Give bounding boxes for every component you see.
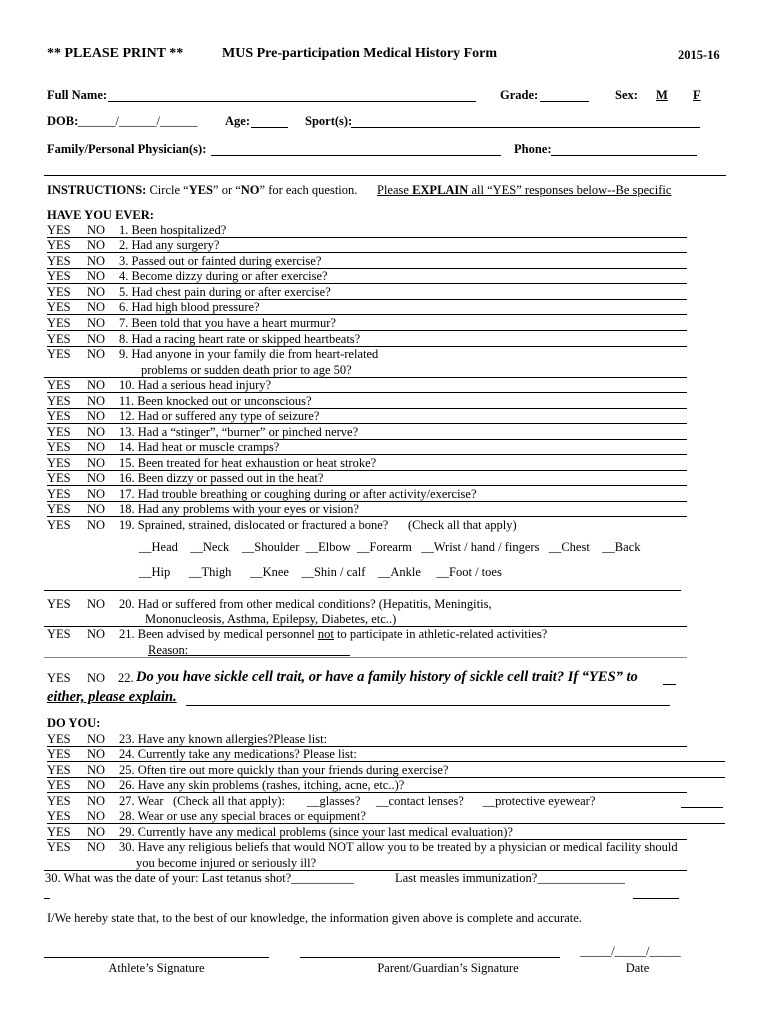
no-option[interactable]: NO [87, 487, 106, 501]
sport-label: Sport(s): [305, 114, 353, 128]
yes-option[interactable]: YES [47, 732, 71, 746]
no-option[interactable]: NO [87, 671, 106, 685]
certification-statement: I/We hereby state that, to the best of our knowledge, the information given above is complete and accurate. [47, 911, 582, 925]
physician-label: Family/Personal Physician(s): [47, 142, 207, 156]
question-text: 29. Currently have any medical problems (since your last medical evaluation)? [119, 825, 513, 839]
yes-option[interactable]: YES [47, 778, 71, 792]
grade-label: Grade: [500, 88, 539, 102]
question-text: you become injured or seriously ill? [136, 856, 317, 870]
no-option[interactable]: NO [87, 285, 106, 299]
question-text: 11. Been knocked out or unconscious? [119, 394, 312, 408]
question-row [47, 627, 687, 642]
answer-line[interactable] [47, 423, 687, 424]
question-text: 4. Become dizzy during or after exercise? [119, 269, 328, 283]
question-row [47, 518, 687, 533]
yes-option[interactable]: YES [47, 378, 71, 392]
no-option[interactable]: NO [87, 747, 106, 761]
body-parts-lower[interactable]: __Hip __Thigh __Knee __Shin / calf __Ankle __Foot / toes [139, 565, 502, 579]
no-option[interactable]: NO [87, 456, 106, 470]
phone-label: Phone: [514, 142, 552, 156]
answer-line[interactable] [47, 516, 687, 517]
answer-line[interactable] [44, 898, 50, 899]
question-number: 22. [118, 671, 134, 685]
yes-option[interactable]: YES [47, 809, 71, 823]
do-you-heading: DO YOU: [47, 716, 101, 730]
sex-f-option[interactable]: F [693, 88, 701, 102]
question-text: 10. Had a serious head injury? [119, 378, 272, 392]
phone-field[interactable] [551, 155, 697, 156]
no-option[interactable]: NO [87, 809, 106, 823]
check-all-note: (Check all that apply) [408, 518, 517, 532]
no-option[interactable]: NO [87, 440, 106, 454]
sport-field[interactable] [351, 127, 700, 128]
physician-field[interactable] [211, 155, 501, 156]
question-text: 12. Had or suffered any type of seizure? [119, 409, 320, 423]
no-option[interactable]: NO [87, 597, 106, 611]
question-row [47, 747, 725, 762]
question-row [47, 840, 727, 855]
no-option[interactable]: NO [87, 763, 106, 777]
parent-signature-label: Parent/Guardian’s Signature [377, 961, 519, 975]
question-text: 15. Been treated for heat exhaustion or heat stroke? [119, 456, 377, 470]
question-row [47, 425, 687, 440]
answer-line[interactable] [47, 330, 687, 331]
answer-line[interactable] [47, 252, 687, 253]
dob-label: DOB: [47, 114, 79, 128]
full-name-field[interactable] [108, 101, 476, 102]
question-text: 18. Had any problems with your eyes or vision? [119, 502, 359, 516]
grade-field[interactable] [540, 101, 589, 102]
yes-option[interactable]: YES [47, 794, 71, 808]
yes-option[interactable]: YES [47, 316, 71, 330]
yes-option[interactable]: YES [47, 840, 71, 854]
question-text: 28. Wear or use any special braces or equipment? [119, 809, 366, 823]
no-option[interactable]: NO [87, 627, 106, 641]
answer-line[interactable] [663, 684, 676, 685]
question-text: 16. Been dizzy or passed out in the heat? [119, 471, 324, 485]
question-text: 3. Passed out or fainted during exercise? [119, 254, 322, 268]
question-row [47, 825, 687, 840]
no-option[interactable]: NO [87, 732, 106, 746]
no-option[interactable]: NO [87, 300, 106, 314]
answer-line[interactable] [186, 705, 670, 706]
question-text: 19. Sprained, strained, dislocated or fractured a bone? [119, 518, 389, 532]
question-row [47, 487, 687, 502]
full-name-label: Full Name: [47, 88, 108, 102]
question-row [47, 316, 687, 331]
yes-option[interactable]: YES [47, 300, 71, 314]
question-row [47, 440, 687, 455]
no-option[interactable]: NO [87, 394, 106, 408]
yes-option[interactable]: YES [47, 269, 71, 283]
question-text: problems or sudden death prior to age 50? [141, 363, 352, 377]
have-you-ever-heading: HAVE YOU EVER: [47, 208, 154, 222]
question-text: 5. Had chest pain during or after exercise? [119, 285, 331, 299]
no-option[interactable]: NO [87, 409, 106, 423]
yes-option[interactable]: YES [47, 518, 71, 532]
question-row [47, 763, 725, 778]
no-option[interactable]: NO [87, 778, 106, 792]
age-field[interactable] [251, 127, 288, 128]
sex-label: Sex: [615, 88, 638, 102]
form-title: MUS Pre-participation Medical History Form [222, 46, 498, 61]
explain-instruction: Please EXPLAIN all “YES” responses below--Be specific [377, 183, 672, 197]
form-year: 2015-16 [678, 48, 720, 62]
question-row [47, 332, 687, 347]
yes-option[interactable]: YES [47, 487, 71, 501]
yes-option[interactable]: YES [47, 254, 71, 268]
question-row [47, 285, 687, 300]
question-text: 23. Have any known allergies?Please list: [119, 732, 328, 746]
yes-option[interactable]: YES [47, 471, 71, 485]
yes-option[interactable]: YES [47, 347, 71, 361]
question-row [47, 794, 687, 809]
answer-line[interactable] [47, 314, 687, 315]
question-row [47, 778, 687, 793]
yes-option[interactable]: YES [47, 825, 71, 839]
yes-option[interactable]: YES [47, 627, 71, 641]
question-text: 25. Often tire out more quickly than your friends during exercise? [119, 763, 449, 777]
question-continuation [47, 643, 687, 658]
sickle-cell-explain: either, please explain. [47, 689, 177, 705]
question-text: Mononucleosis, Asthma, Epilepsy, Diabetes, etc..) [145, 612, 397, 626]
answer-line[interactable] [47, 792, 687, 793]
no-option[interactable]: NO [87, 254, 106, 268]
question-text: 2. Had any surgery? [119, 238, 220, 252]
yes-option[interactable]: YES [47, 502, 71, 516]
yes-option[interactable]: YES [47, 597, 71, 611]
question-row [47, 223, 687, 238]
no-option[interactable]: NO [87, 347, 106, 361]
question-row [47, 347, 687, 362]
sex-m-option[interactable]: M [656, 88, 668, 102]
yes-option[interactable]: YES [47, 285, 71, 299]
yes-option[interactable]: YES [47, 425, 71, 439]
no-option[interactable]: NO [87, 471, 106, 485]
reason-field[interactable] [148, 655, 350, 656]
sickle-cell-question: Do you have sickle cell trait, or have a family history of sickle cell trait? If “YES” to [136, 669, 638, 685]
question-text: 30. Have any religious beliefs that would NOT allow you to be treated by a physician or medical facility should [119, 840, 678, 854]
answer-line[interactable] [44, 590, 681, 591]
no-option[interactable]: NO [87, 269, 106, 283]
answer-line[interactable] [47, 761, 725, 762]
yes-option[interactable]: YES [47, 456, 71, 470]
question-row [47, 809, 725, 824]
body-parts-upper[interactable]: __Head __Neck __Shoulder __Elbow __Forearm __Wrist / hand / fingers __Chest __Back [139, 540, 641, 554]
dob-field[interactable]: ______/______/______ [78, 114, 198, 128]
question-row [47, 471, 687, 486]
question-text: 14. Had heat or muscle cramps? [119, 440, 280, 454]
answer-line[interactable] [47, 485, 687, 486]
answer-line[interactable] [47, 823, 725, 824]
yes-option[interactable]: YES [47, 763, 71, 777]
no-option[interactable]: NO [87, 425, 106, 439]
no-option[interactable]: NO [87, 825, 106, 839]
question-text: 21. Been advised by medical personnel not to participate in athletic-related activities? [119, 627, 548, 641]
no-option[interactable]: NO [87, 518, 106, 532]
yes-option[interactable]: YES [47, 332, 71, 346]
question-text: 17. Had trouble breathing or coughing during or after activity/exercise? [119, 487, 477, 501]
date-field[interactable]: _____/_____/_____ [580, 944, 681, 958]
question-continuation [47, 363, 687, 378]
tetanus-question[interactable]: 30. What was the date of your: Last tetanus shot?__________ [45, 871, 354, 885]
question-row [47, 238, 687, 253]
measles-question[interactable]: Last measles immunization?______________ [395, 871, 625, 885]
athlete-signature-label: Athlete’s Signature [108, 961, 205, 975]
question-continuation [47, 612, 687, 627]
question-row [47, 732, 687, 747]
question-row [47, 502, 687, 517]
question-text: 24. Currently take any medications? Please list: [119, 747, 357, 761]
question-text: 27. Wear (Check all that apply): __glasses? __contact lenses? __protective eyewear? [119, 794, 596, 808]
question-row [47, 456, 687, 471]
athlete-signature-line[interactable] [44, 957, 269, 958]
question-text: 9. Had anyone in your family die from heart-related [119, 347, 379, 361]
question-row [47, 300, 687, 315]
question-row [47, 269, 687, 284]
question-text: 7. Been told that you have a heart murmur? [119, 316, 336, 330]
yes-option[interactable]: YES [47, 747, 71, 761]
answer-line[interactable] [44, 657, 687, 658]
yes-option[interactable]: YES [47, 409, 71, 423]
question-text: 13. Had a “stinger”, “burner” or pinched nerve? [119, 425, 359, 439]
reason-label: Reason: [148, 643, 189, 657]
question-text: 8. Had a racing heart rate or skipped heartbeats? [119, 332, 361, 346]
no-option[interactable]: NO [87, 316, 106, 330]
no-option[interactable]: NO [87, 378, 106, 392]
question-row [47, 409, 687, 424]
question-row [47, 597, 687, 612]
no-option[interactable]: NO [87, 502, 106, 516]
answer-line[interactable] [47, 283, 687, 284]
question-text: 6. Had high blood pressure? [119, 300, 260, 314]
question-text: 26. Have any skin problems (rashes, itching, acne, etc..)? [119, 778, 405, 792]
instructions: INSTRUCTIONS: Circle “YES” or “NO” for each question. [47, 183, 358, 197]
answer-line[interactable] [47, 454, 687, 455]
yes-option[interactable]: YES [47, 671, 71, 685]
question-text: 1. Been hospitalized? [119, 223, 227, 237]
answer-line[interactable] [47, 392, 687, 393]
no-option[interactable]: NO [87, 332, 106, 346]
yes-option[interactable]: YES [47, 394, 71, 408]
question-row [47, 378, 687, 393]
no-option[interactable]: NO [87, 238, 106, 252]
no-option[interactable]: NO [87, 840, 106, 854]
answer-line[interactable] [633, 898, 679, 899]
section-divider [44, 175, 726, 176]
no-option[interactable]: NO [87, 794, 106, 808]
yes-option[interactable]: YES [47, 223, 71, 237]
question-continuation [47, 856, 687, 871]
date-label: Date [625, 961, 650, 975]
question-row [47, 254, 687, 269]
age-label: Age: [225, 114, 250, 128]
question-row [47, 394, 687, 409]
print-note: ** PLEASE PRINT ** [47, 46, 184, 61]
yes-option[interactable]: YES [47, 238, 71, 252]
answer-line[interactable] [681, 807, 723, 808]
yes-option[interactable]: YES [47, 440, 71, 454]
question-text: 20. Had or suffered from other medical conditions? (Hepatitis, Meningitis, [119, 597, 492, 611]
parent-signature-line[interactable] [300, 957, 560, 958]
no-option[interactable]: NO [87, 223, 106, 237]
